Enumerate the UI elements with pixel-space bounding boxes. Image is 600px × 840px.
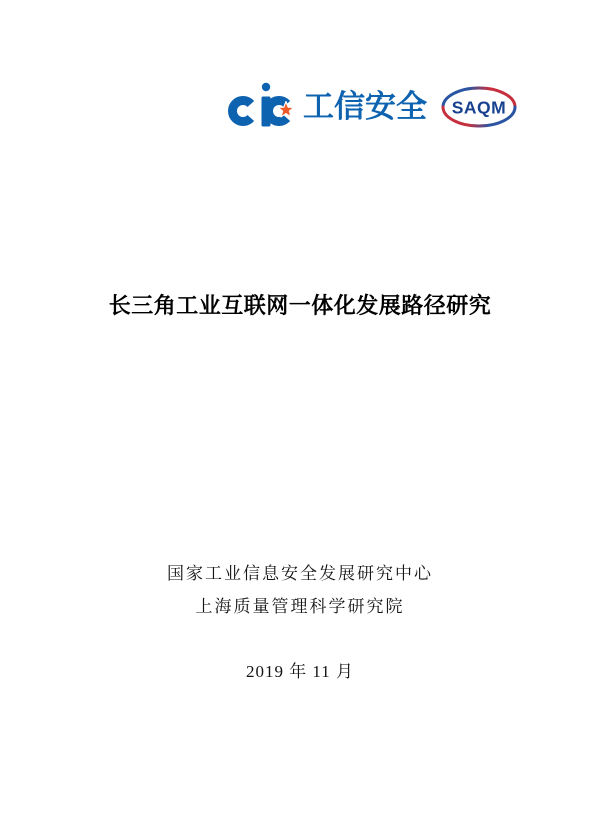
cic-logo-mark-icon (228, 80, 298, 130)
logo-row (228, 80, 519, 135)
report-title: 长三角工业互联网一体化发展路径研究 (108, 293, 492, 318)
saqm-logo (439, 84, 519, 135)
cic-logo (228, 80, 427, 130)
cic-logo-wordmark: 工信安全 (303, 89, 427, 124)
organization-block (0, 564, 600, 630)
saqm-logo-wordmark: SAQM (451, 97, 507, 118)
saqm-logo-icon (439, 84, 519, 130)
publication-date: 2019 年 11 月 (245, 662, 355, 681)
organization-line-1: 国家工业信息安全发展研究中心 (167, 564, 433, 583)
organization-line-2: 上海质量管理科学研究院 (195, 597, 405, 616)
